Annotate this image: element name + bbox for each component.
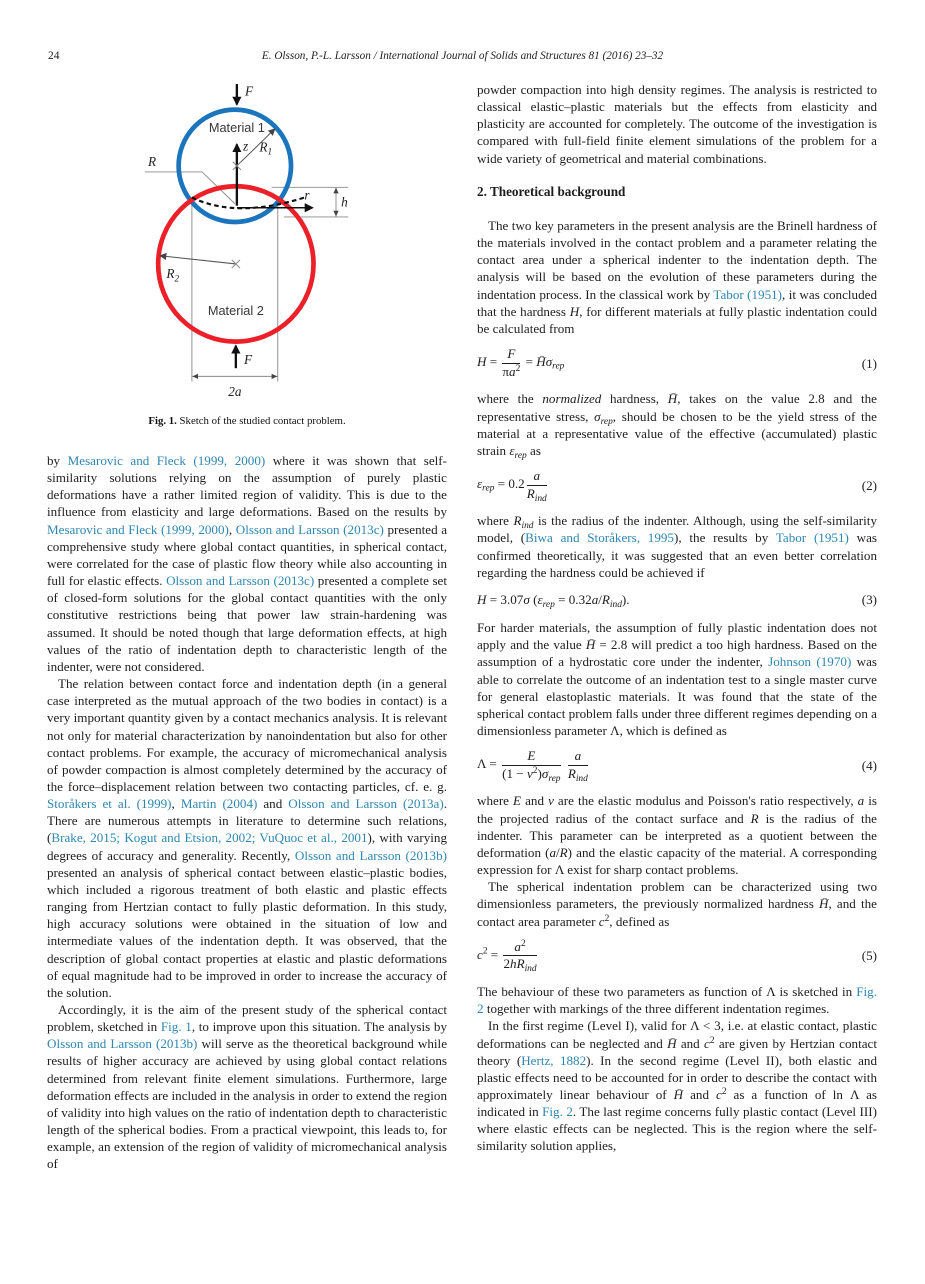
text-segment: H xyxy=(569,303,580,319)
text-segment: , defined as xyxy=(609,913,670,929)
text-segment: ), with varying degrees of accuracy and generality. Recently, xyxy=(47,830,448,863)
text-segment: rep xyxy=(548,773,561,784)
text-segment: and xyxy=(683,1086,717,1102)
equation-2 xyxy=(477,467,877,504)
text-segment: a xyxy=(509,363,516,379)
equation-number: (1) xyxy=(861,355,877,371)
text-segment: ind xyxy=(609,599,622,610)
text-segment: , which is defined as xyxy=(619,723,727,738)
text-segment: are the elastic modulus and Poisson's ratio respectively, xyxy=(553,793,858,809)
text-segment: E xyxy=(527,748,536,764)
citation-link[interactable]: Fig. 1 xyxy=(160,1019,192,1035)
paragraph xyxy=(477,1017,877,1154)
text-segment: , xyxy=(171,796,181,812)
text-segment: H̄ xyxy=(667,1035,677,1051)
paragraph xyxy=(47,675,447,1001)
text-segment: will serve as the theoretical background while results of higher accuracy are achieved by using global contact relations determined from relevant finite element simulations. Furthermore, large deformation effects are included in the analysis in order to extend the region of validity into high values on the ratio of indentation depth to characteristic length of the spherical bodies. From a practical viewpoint, this leads to, for example, an extension of the region of validity of micromechanical analysis of xyxy=(47,1036,447,1172)
text-segment: 2 xyxy=(721,1086,727,1097)
equation-number: (3) xyxy=(861,591,877,607)
text-segment: ind xyxy=(521,521,534,532)
text-segment: The two key parameters in the present analysis are the Brinell hardness of the materials involved in the contact problem and a parameter relating the contact area under a spherical indenter to the indentation depth. The analysis will be based on the evolution of these parameters during the indentation process. In the classical work by xyxy=(477,217,877,302)
text-segment: R xyxy=(559,844,568,860)
material2-label: Material 2 xyxy=(207,303,264,319)
figure-caption-label: Fig. 1. xyxy=(148,415,177,427)
text-segment: The spherical indentation problem can be characterized using two dimensionless parameters, the previously normalized hardness xyxy=(477,879,877,912)
text-segment: = 3.07 xyxy=(486,591,524,607)
text-segment: h xyxy=(510,956,517,972)
citation-link[interactable]: Olsson and Larsson (2013b) xyxy=(47,1036,198,1052)
text-segment: 2 xyxy=(604,913,610,924)
page-number: 24 xyxy=(48,50,60,62)
text-segment: presented a comprehensive study where global contact quantities, in spherical contact, were correlated for the case of plastic flow theory while also accounting in full for elastic effects. xyxy=(47,521,447,589)
left-column xyxy=(47,81,447,1173)
text-segment: H̄ xyxy=(536,353,546,369)
text-segment: by xyxy=(47,453,68,468)
text-segment: / xyxy=(598,591,602,607)
text-segment: For harder materials, the assumption of fully plastic indentation does not apply and the value xyxy=(477,620,877,653)
equation-1 xyxy=(477,347,877,379)
paragraph xyxy=(477,81,877,167)
text-segment: is the projected radius of the contact surface and xyxy=(477,793,878,826)
citation-link[interactable]: Fig. 2 xyxy=(477,984,877,1017)
text-segment: rep xyxy=(514,450,527,461)
text-segment: The behaviour of these two parameters as function of xyxy=(477,984,767,1000)
text-segment: = xyxy=(486,353,501,369)
text-segment: π xyxy=(502,363,510,379)
text-segment: ind xyxy=(534,493,547,504)
equation-body xyxy=(477,347,854,379)
text-segment: (1 − xyxy=(502,765,527,781)
fraction xyxy=(567,748,588,784)
text-segment: , for different materials at fully plastic indentation could be calculated from xyxy=(477,303,877,336)
text-segment: H xyxy=(477,353,487,369)
equation-number: (2) xyxy=(861,477,877,493)
text-segment: exist for sharp contact problems. xyxy=(563,862,739,878)
citation-link[interactable]: Olsson and Larsson (2013b) xyxy=(294,847,448,863)
paragraph xyxy=(477,878,877,929)
figure-caption-text: Sketch of the studied contact problem. xyxy=(179,415,346,427)
equation-number: (4) xyxy=(861,757,877,773)
text-segment: as a function of ln xyxy=(726,1086,850,1102)
text-segment: 2 xyxy=(709,1035,715,1046)
text-segment: rep xyxy=(542,599,555,610)
text-segment: , it was concluded that the hardness xyxy=(477,286,878,319)
text-segment: a xyxy=(533,467,540,483)
paragraph xyxy=(477,983,877,1017)
text-segment: σ xyxy=(541,765,549,781)
equation-body xyxy=(477,938,854,975)
text-segment: was able to correlate the outcome of an indentation test to a single master curve for general elastoplastic materials. It was found that the state of the spherical contact problem falls under three different regimes depending on a dimensionless parameter xyxy=(477,654,878,738)
text-segment: ind xyxy=(575,773,588,784)
paragraph xyxy=(47,1001,447,1173)
equation-number: (5) xyxy=(861,948,877,964)
text-segment: 2 xyxy=(520,938,526,949)
text-segment: The relation between contact force and indentation depth (in a general case interpreted as the mutual approach of the two bodies in contact) is a very important quantity given by a contact mechanics analysis. It is relevant not only for material characterization by nanoindentation but also for other contact problems. For example, the accuracy of micromechanical analysis of powder compaction is almost completely determined by the accuracy of the force–displacement relation between two contacting particles, cf. e. g. xyxy=(47,676,447,794)
text-segment: hardness, xyxy=(601,391,668,407)
text-segment: and xyxy=(257,796,289,812)
text-segment: R xyxy=(526,485,535,501)
text-segment: ). In the second regime (Level II), both elastic and plastic effects need to be accounted for in order to describe the contact with approximately linear behaviour of xyxy=(477,1052,877,1102)
citation-link[interactable]: Olsson and Larsson (2013c) xyxy=(166,573,315,589)
text-segment: a xyxy=(591,591,599,607)
fraction xyxy=(526,467,547,504)
figure-caption xyxy=(47,415,447,428)
text-segment: was confirmed theoretically, it was suggested that an even better correlation regarding the hardness could be achieved if xyxy=(477,530,878,580)
text-segment: H̄ xyxy=(818,896,829,912)
force-top-label: F xyxy=(245,83,254,99)
citation-link[interactable]: Olsson and Larsson (2013a) xyxy=(288,796,444,812)
z-axis-label: z xyxy=(243,138,249,154)
text-segment: normalized xyxy=(542,391,602,407)
text-segment: σ xyxy=(545,353,553,369)
text-segment: rep xyxy=(600,416,613,427)
citation-link[interactable]: Tabor (1951) xyxy=(775,530,849,546)
text-segment: R xyxy=(513,513,522,529)
text-segment xyxy=(563,756,566,771)
paragraph xyxy=(477,512,877,581)
text-segment: where xyxy=(477,513,514,529)
text-segment: are given by Hertzian contact theory ( xyxy=(477,1035,877,1068)
text-segment: R xyxy=(567,765,576,781)
text-segment: = 0.32 xyxy=(554,591,592,607)
paragraph xyxy=(477,390,877,459)
text-segment: c xyxy=(704,1035,710,1051)
text-segment: ) xyxy=(537,765,542,781)
text-segment: 2 xyxy=(503,956,511,972)
citation-link[interactable]: Olsson and Larsson (2013c) xyxy=(235,521,384,537)
text-segment: H xyxy=(477,591,487,607)
text-segment: ε xyxy=(537,591,543,607)
text-segment: powder compaction into high density regimes. The analysis is restricted to classical elastic–plastic materials but the effects from elasticity and plasticity are accounted for completely. The outcome of the investigation is compared with full-field finite element simulations of the problem for a wide variety of geometrical and material combinations. xyxy=(477,82,877,166)
radius2-arrow xyxy=(160,256,236,264)
text-segment: ind xyxy=(524,964,537,975)
text-segment: R xyxy=(516,956,525,972)
text-segment: / xyxy=(556,844,560,860)
text-segment: a xyxy=(549,844,557,860)
equation-3 xyxy=(477,591,877,608)
text-segment: . The last regime concerns fully plastic contact (Level III) where elastic effects can be neglected. This is the region where the self-similarity solution applies, xyxy=(477,1104,877,1154)
text-segment: Λ xyxy=(766,984,776,1000)
running-head: E. Olsson, P.-L. Larsson / International Journal of Solids and Structures 81 (2016) 23–32 xyxy=(261,50,664,62)
text-segment: c xyxy=(598,913,605,929)
text-segment: , xyxy=(228,521,236,537)
radius1-label: $R_1$ xyxy=(259,139,273,157)
text-segment: 2 xyxy=(482,946,488,957)
text-segment: Λ xyxy=(690,1018,700,1034)
text-segment: a xyxy=(574,748,582,764)
text-segment: is the radius of the indenter. Although, using the self-similarity model, ( xyxy=(477,513,877,546)
text-segment: rep xyxy=(552,361,565,372)
citation-link[interactable]: Biwa and Storåkers, 1995 xyxy=(525,530,674,546)
text-segment: , should be chosen to be the yield stress of the material at a representative value of the effective (accumulated) plastic strain xyxy=(477,408,877,458)
equation-body xyxy=(477,467,854,504)
citation-link[interactable]: Mesarovic and Fleck (1999, 2000) xyxy=(47,521,229,537)
text-segment: where the xyxy=(477,391,543,407)
text-segment: 2 xyxy=(532,765,538,776)
text-segment: ε xyxy=(509,442,515,458)
page-header xyxy=(47,50,878,66)
text-segment: ν xyxy=(526,765,533,781)
text-segment: rep xyxy=(482,483,495,494)
paragraph xyxy=(477,217,877,337)
fraction xyxy=(503,938,537,975)
text-segment: is the radius of the indenter. This parameter can be interpreted as a quotient between the deformation ( xyxy=(477,810,877,860)
equation-body xyxy=(477,748,854,784)
text-segment: ε xyxy=(477,475,483,491)
text-segment: , to improve upon this situation. The analysis by xyxy=(191,1019,447,1035)
r-axis-label: r xyxy=(304,187,310,203)
text-segment: presented an analysis of spherical contact between elastic–plastic bodies, which included a rigorous treatment of both elastic and plastic effects ranging from Hertzian contact to fully plastic deformation. In this study, high accuracy solutions were obtained in the situation of low and intermediate values of the indentation depth. It was observed, that the description of global contact properties at elastic and plastic deformations of equal magnitude had to be improved in order to increase the accuracy of the solution. xyxy=(47,864,447,1000)
indentation-depth-label: h xyxy=(341,194,348,210)
equation-body xyxy=(477,591,854,608)
text-segment: < 3, i.e. at elastic contact, plastic deformations can be neglected and xyxy=(477,1018,877,1051)
radius2-label: $R_2$ xyxy=(166,266,180,284)
text-segment: a xyxy=(514,938,521,954)
right-column xyxy=(477,81,877,1173)
citation-link[interactable]: Brake, 2015; Kogut and Etsion, 2002; VuQuoc et al., 2001 xyxy=(51,830,368,846)
text-segment: together with markings of the three different indentation regimes. xyxy=(483,1001,830,1017)
citation-link[interactable]: Mesarovic and Fleck (1999, 2000) xyxy=(67,453,266,468)
text-segment: H̄ xyxy=(667,391,678,407)
two-column-body xyxy=(0,81,925,1173)
text-segment: ), the results by xyxy=(673,530,776,546)
fraction xyxy=(502,347,520,379)
text-segment: = xyxy=(522,353,537,369)
text-segment: a xyxy=(857,793,865,809)
text-segment: ) and the elastic capacity of the material. A corresponding expression for xyxy=(477,844,877,878)
citation-link[interactable]: Fig. 2 xyxy=(542,1104,573,1120)
text-segment: σ xyxy=(523,591,530,607)
text-segment: Accordingly, it is the aim of the present study of the spherical contact problem, sketched in xyxy=(47,1002,447,1035)
text-segment: c xyxy=(477,946,483,962)
text-segment: , and the contact area parameter xyxy=(477,896,877,929)
text-segment: c xyxy=(716,1086,722,1102)
text-segment: = 2.8 will predict a too high hardness. Based on the assumption of a hydrostatic core under the indenter, xyxy=(477,637,877,670)
text-segment: E xyxy=(513,793,522,809)
figure-1 xyxy=(47,81,447,428)
fraction xyxy=(502,748,561,784)
contact-problem-sketch xyxy=(129,81,357,406)
text-segment: where xyxy=(477,793,514,809)
text-segment: , takes on the value 2.8 and the representative stress, xyxy=(477,391,877,424)
text-segment: H̄ xyxy=(673,1086,684,1102)
citation-link[interactable]: Storåkers et al. (1999) xyxy=(47,796,172,812)
contact-width-label: 2a xyxy=(228,383,242,399)
material1-label: Material 1 xyxy=(208,120,265,136)
text-segment: In the first regime (Level I), valid for xyxy=(488,1018,691,1034)
citation-link[interactable]: Martin (2004) xyxy=(180,796,258,812)
text-segment: is sketched in xyxy=(775,984,857,1000)
text-segment: and xyxy=(521,793,549,809)
text-segment: = 0.2 xyxy=(494,475,525,491)
equation-5 xyxy=(477,938,877,975)
equation-4 xyxy=(477,748,877,784)
text-segment: = xyxy=(487,946,502,962)
paragraph xyxy=(477,619,877,739)
paragraph xyxy=(477,792,877,878)
text-segment: as indicated in xyxy=(477,1086,877,1120)
text-segment: and xyxy=(676,1035,705,1051)
text-segment: presented a complete set of closed-form solutions for the global contact quantities with the only constitutive restrictions being that power law strain-hardening was assumed. It should be noted though that large deformation effects, at high values of the ratio of indentation depth to characteristic length of the indenter, were not considered. xyxy=(47,573,448,674)
text-segment: where it was shown that self-similarity solutions relying on the assumption of purely plastic deformations have a rather limited region of validity. This is due to the influence from elasticity and large deformations. Based on the results by xyxy=(47,453,448,520)
text-segment: ). xyxy=(621,591,630,607)
text-segment: R xyxy=(601,591,610,607)
text-segment: Λ xyxy=(610,723,620,738)
force-bottom-label: F xyxy=(244,352,253,368)
citation-link[interactable]: Tabor (1951) xyxy=(713,286,783,302)
citation-link[interactable]: Hertz, 1882 xyxy=(521,1052,587,1068)
text-segment: 2 xyxy=(515,363,521,374)
text-segment: as xyxy=(526,442,541,458)
nominal-radius-label: R xyxy=(147,153,157,169)
text-segment: Λ xyxy=(554,862,564,878)
text-segment: F xyxy=(507,346,516,362)
paragraph xyxy=(47,452,447,675)
text-segment: ( xyxy=(529,591,538,607)
text-segment: . There are numerous attempts in literature to determine such relations, ( xyxy=(47,796,448,846)
text-segment: ν xyxy=(548,793,554,809)
text-segment: H̄ xyxy=(585,637,596,653)
text-segment: Λ = xyxy=(477,756,501,771)
text-segment: Λ xyxy=(849,1086,860,1102)
text-segment: σ xyxy=(594,408,601,424)
text-segment: R xyxy=(750,810,759,826)
citation-link[interactable]: Johnson (1970) xyxy=(768,654,852,670)
section-heading: 2. Theoretical background xyxy=(477,183,626,199)
